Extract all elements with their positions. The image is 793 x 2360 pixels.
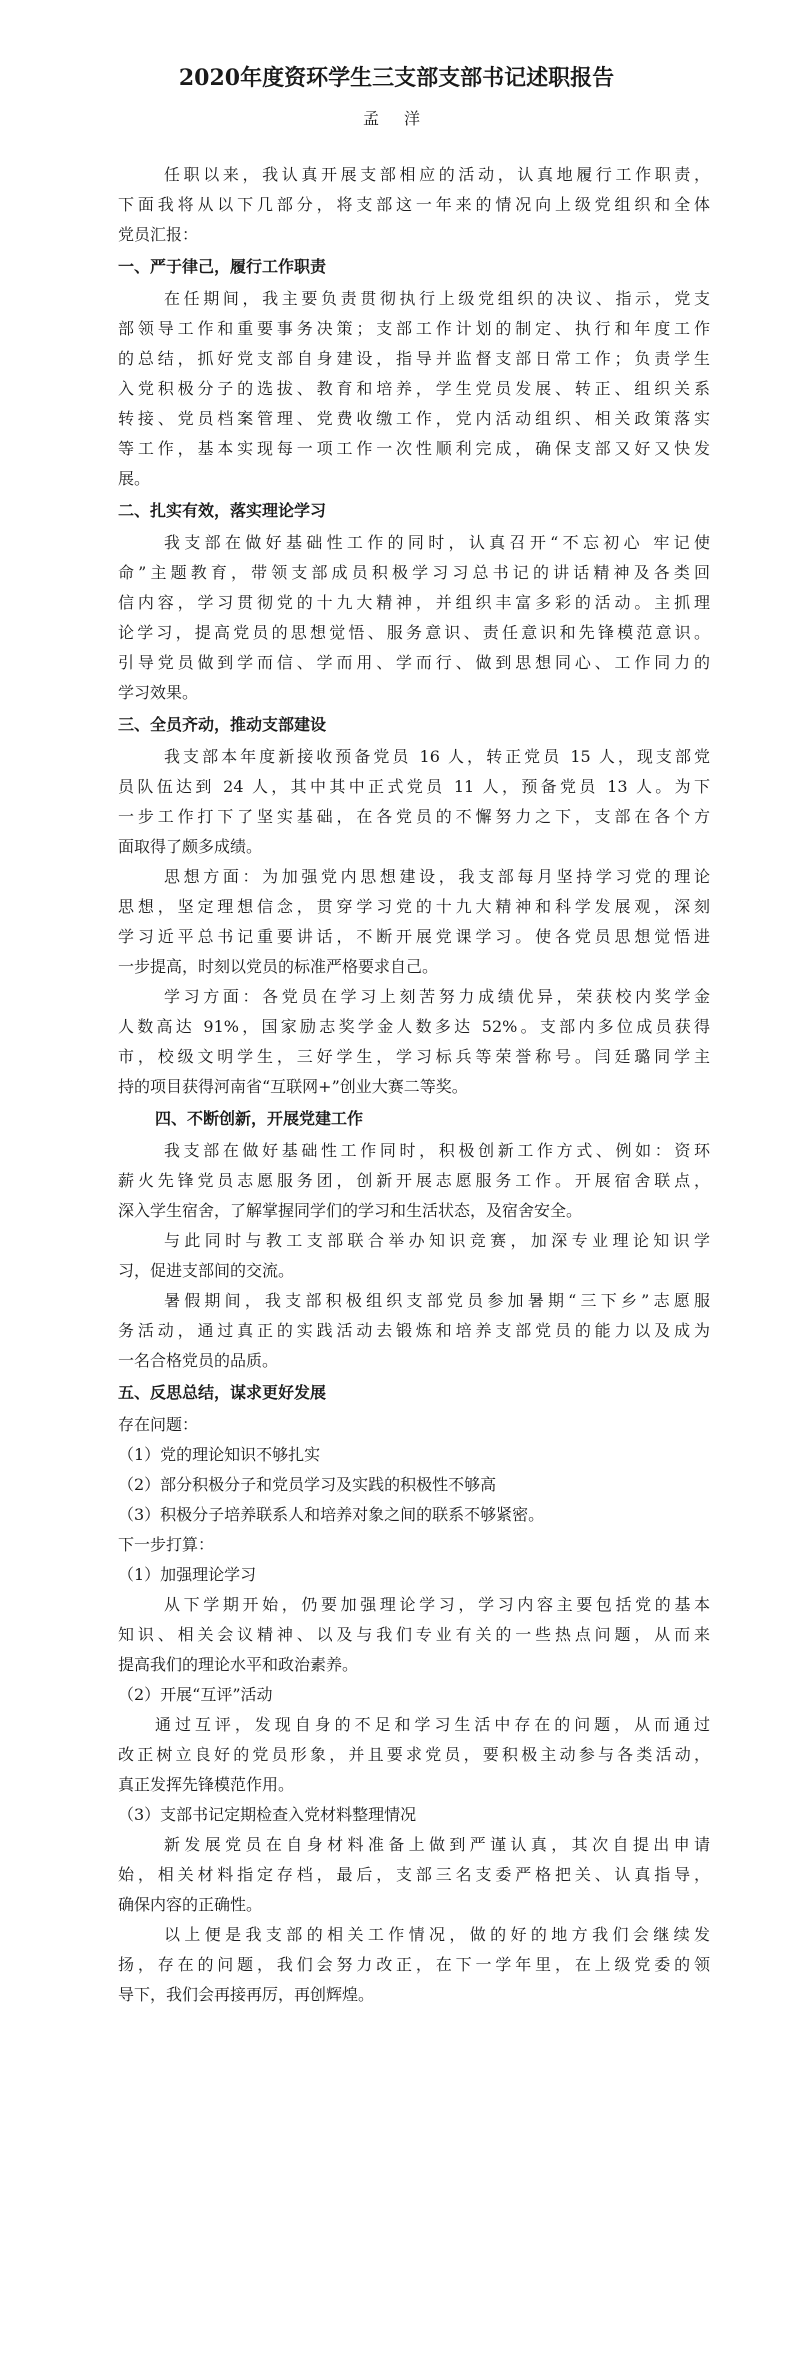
author-name: 孟 洋 (362, 109, 431, 128)
paragraph-line: 一步工作打下了坚实基础，在各党员的不懈努力之下，支部在各个方 (118, 807, 710, 826)
paragraph-line: 改正树立良好的党员形象，并且要求党员，要积极主动参与各类活动， (118, 1745, 710, 1764)
list-item: （2）开展“互评”活动 (118, 1685, 273, 1704)
paragraph-line: 命”主题教育，带领支部成员积极学习习总书记的讲话精神及各类回 (118, 563, 710, 582)
section-heading-3: 三、全员齐动，推动支部建设 (118, 715, 327, 734)
section-heading-5: 五、反思总结，谋求更好发展 (118, 1383, 327, 1402)
paragraph-line: 持的项目获得河南省“互联网+”创业大赛二等奖。 (118, 1077, 468, 1096)
paragraph-line: 从下学期开始，仍要加强理论学习，学习内容主要包括党的基本 (164, 1595, 710, 1614)
paragraph-line: 一步提高，时刻以党员的标准严格要求自己。 (118, 957, 439, 976)
paragraph-line: 真正发挥先锋模范作用。 (118, 1775, 295, 1794)
paragraph-line: 提高我们的理论水平和政治素养。 (118, 1655, 359, 1674)
paragraph-line: 部领导工作和重要事务决策；支部工作计划的制定、执行和年度工作 (118, 319, 710, 338)
list-item: （3）积极分子培养联系人和培养对象之间的联系不够紧密。 (118, 1505, 545, 1524)
paragraph-line: 面取得了颇多成绩。 (118, 837, 263, 856)
paragraph-line: 新发展党员在自身材料准备上做到严谨认真，其次自提出申请 (164, 1835, 710, 1854)
paragraph-line: 引导党员做到学而信、学而用、学而行、做到思想同心、工作同力的 (118, 653, 710, 672)
list-item: （3）支部书记定期检查入党材料整理情况 (118, 1805, 417, 1824)
section-heading-4: 四、不断创新，开展党建工作 (155, 1109, 364, 1128)
paragraph-line: 务活动，通过真正的实践活动去锻炼和培养支部党员的能力以及成为 (118, 1321, 710, 1340)
paragraph-line: 信内容，学习贯彻党的十九大精神，并组织丰富多彩的活动。主抓理 (118, 593, 710, 612)
paragraph-line: 思想方面：为加强党内思想建设，我支部每月坚持学习党的理论 (164, 867, 710, 886)
paragraph-line: 任职以来，我认真开展支部相应的活动，认真地履行工作职责， (164, 165, 710, 184)
paragraph-line: 我支部在做好基础性工作的同时，认真召开“不忘初心 牢记使 (164, 533, 710, 552)
document-title: 2020年度资环学生三支部支部书记述职报告 (178, 65, 615, 91)
paragraph-line: 知识、相关会议精神、以及与我们专业有关的一些热点问题，从而来 (118, 1625, 710, 1644)
paragraph-line: 习，促进支部间的交流。 (118, 1261, 295, 1280)
paragraph-line: 导下，我们会再接再厉，再创辉煌。 (118, 1985, 375, 2004)
paragraph-line: 市，校级文明学生，三好学生，学习标兵等荣誉称号。闫廷璐同学主 (118, 1047, 710, 1066)
list-item: （2）部分积极分子和党员学习及实践的积极性不够高 (118, 1475, 497, 1494)
paragraph-line: 人数高达 91%，国家励志奖学金人数多达 52%。支部内多位成员获得 (118, 1017, 710, 1036)
paragraph-line: 思想，坚定理想信念，贯穿学习党的十九大精神和科学发展观，深刻 (118, 897, 710, 916)
paragraph-line: 始，相关材料指定存档，最后，支部三名支委严格把关、认真指导， (118, 1865, 710, 1884)
paragraph-line: 存在问题： (118, 1415, 199, 1434)
paragraph-line: 展。 (118, 469, 151, 488)
paragraph-line: 的总结，抓好党支部自身建设，指导并监督支部日常工作；负责学生 (118, 349, 710, 368)
paragraph-line: 通过互评，发现自身的不足和学习生活中存在的问题，从而通过 (155, 1715, 710, 1734)
list-item: （1）加强理论学习 (118, 1565, 257, 1584)
paragraph-line: 扬，存在的问题，我们会努力改正，在下一学年里，在上级党委的领 (118, 1955, 710, 1974)
paragraph-line: 暑假期间，我支部积极组织支部党员参加暑期“三下乡”志愿服 (164, 1291, 710, 1310)
paragraph-line: 党员汇报： (118, 225, 199, 244)
paragraph-line: 下一步打算： (118, 1535, 215, 1554)
paragraph-line: 转接、党员档案管理、党费收缴工作，党内活动组织、相关政策落实 (118, 409, 710, 428)
paragraph-line: 一名合格党员的品质。 (118, 1351, 279, 1370)
section-heading-2: 二、扎实有效，落实理论学习 (118, 501, 327, 520)
section-heading-1: 一、严于律己，履行工作职责 (118, 257, 327, 276)
paragraph-line: 深入学生宿舍，了解掌握同学们的学习和生活状态，及宿舍安全。 (118, 1201, 583, 1220)
paragraph-line: 学习效果。 (118, 683, 199, 702)
paragraph-line: 学习方面：各党员在学习上刻苦努力成绩优异，荣获校内奖学金 (164, 987, 710, 1006)
paragraph-line: 员队伍达到 24 人，其中其中正式党员 11 人，预备党员 13 人。为下 (118, 777, 710, 796)
paragraph-line: 下面我将从以下几部分，将支部这一年来的情况向上级党组织和全体 (118, 195, 710, 214)
paragraph-line: 与此同时与教工支部联合举办知识竞赛，加深专业理论知识学 (164, 1231, 710, 1250)
paragraph-line: 我支部本年度新接收预备党员 16 人，转正党员 15 人，现支部党 (164, 747, 710, 766)
paragraph-line: 在任期间，我主要负责贯彻执行上级党组织的决议、指示，党支 (164, 289, 710, 308)
paragraph-line: 确保内容的正确性。 (118, 1895, 263, 1914)
paragraph-line: 我支部在做好基础性工作同时，积极创新工作方式、例如：资环 (164, 1141, 710, 1160)
paragraph-line: 等工作，基本实现每一项工作一次性顺利完成，确保支部又好又快发 (118, 439, 710, 458)
paragraph-line: 薪火先锋党员志愿服务团，创新开展志愿服务工作。开展宿舍联点， (118, 1171, 710, 1190)
paragraph-line: 以上便是我支部的相关工作情况，做的好的地方我们会继续发 (164, 1925, 710, 1944)
paragraph-line: 入党积极分子的选拔、教育和培养，学生党员发展、转正、组织关系 (118, 379, 710, 398)
paragraph-line: 论学习，提高党员的思想觉悟、服务意识、责任意识和先锋模范意识。 (118, 623, 710, 642)
list-item: （1）党的理论知识不够扎实 (118, 1445, 321, 1464)
paragraph-line: 学习近平总书记重要讲话，不断开展党课学习。使各党员思想觉悟进 (118, 927, 710, 946)
